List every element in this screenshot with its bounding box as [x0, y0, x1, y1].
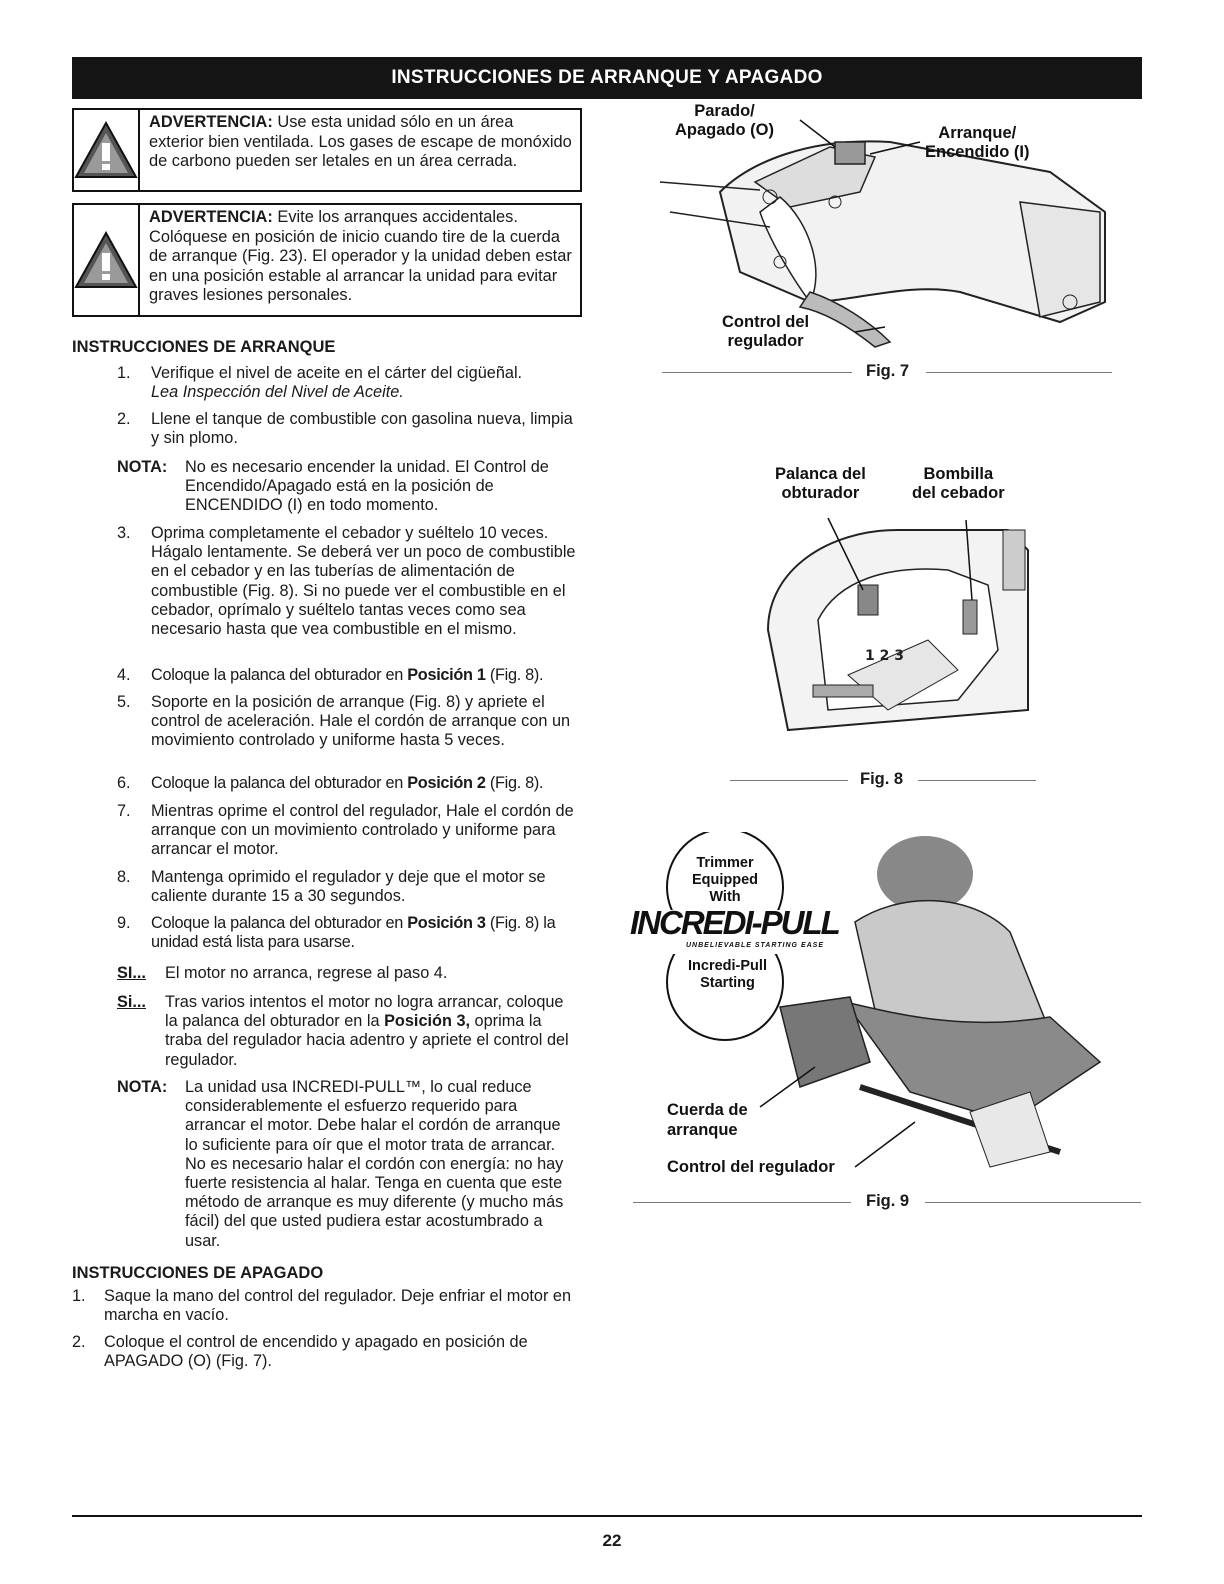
start-heading: INSTRUCCIONES DE ARRANQUE	[72, 338, 336, 356]
fig9-label-throttle: Control del regulador	[667, 1158, 835, 1176]
si-label: SI...	[117, 964, 146, 982]
step-9: Coloque la palanca del obturador en Posición 3 (Fig. 8) la unidad está lista para usarse.	[151, 914, 556, 952]
note-2: La unidad usa INCREDI-PULL™, lo cual reduce considerablemente el esfuerzo requerido para arrancar el motor. Debe halar el cordón de arranque lo suficiente para oír que el motor trata de arrancar. No es necesario halar el cordón con energía: no hay fuerte resistencia al halar. Tenga en cuenta que este método de arranque es muy diferente (y mucho más fácil) del que usted pudiera estar acostumbrado a usar.	[185, 1078, 564, 1250]
step-number: 9.	[117, 914, 131, 932]
step-3: Oprima completamente el cebador y suéltelo 10 veces. Hágalo lentamente. Se deberá ver un poco de combustible en el cebador y en las tuberías de alimentación de combustible (Fig. 8). Si no puede ver el combustible en el cebador, oprímalo y suéltelo tantas veces como sea necesario hasta que vea combustible en el mismo.	[151, 524, 576, 639]
page-number: 22	[602, 1531, 622, 1550]
fig9-caption: Fig. 9	[866, 1192, 910, 1210]
footer-rule	[72, 1515, 1142, 1517]
fig7-caption: Fig. 7	[866, 362, 910, 380]
section-header: INSTRUCCIONES DE ARRANQUE Y APAGADO	[72, 57, 1142, 99]
step-number: 3.	[117, 524, 131, 542]
fig9-badge-tagline: UNBELIEVABLE STARTING EASE	[686, 942, 825, 949]
figure-8-illustration	[728, 510, 1038, 742]
step-number: 2.	[72, 1333, 86, 1351]
step-number: 2.	[117, 410, 131, 428]
step-number: 6.	[117, 774, 131, 792]
caption-rule	[633, 1202, 851, 1203]
step-5: Soporte en la posición de arranque (Fig. 8) y apriete el control de aceleración. Hale el cordón de arranque con un movimiento controlado y uniforme hasta 5 veces.	[151, 693, 571, 750]
fig9-badge-top: Trimmer Equipped With	[691, 855, 759, 905]
caption-rule	[925, 1202, 1141, 1203]
caption-rule	[730, 780, 848, 781]
step-6: Coloque la palanca del obturador en Posición 2 (Fig. 8).	[151, 774, 544, 792]
warning-text: ADVERTENCIA: Use esta unidad sólo en un área exterior bien ventilada. Los gases de escape de monóxido de carbono pueden ser letales en un área cerrada.	[149, 113, 572, 170]
note-label: NOTA:	[117, 458, 168, 476]
stop-heading: INSTRUCCIONES DE APAGADO	[72, 1264, 324, 1282]
step-number: 1.	[117, 364, 131, 382]
step-number: 8.	[117, 868, 131, 886]
fig8-label-bulb: Bombilla del cebador	[912, 465, 1005, 502]
step-number: 4.	[117, 666, 131, 684]
note-1: No es necesario encender la unidad. El Control de Encendido/Apagado está en la posición de ENCENDIDO (I) en todo momento.	[185, 458, 549, 515]
step-number: 7.	[117, 802, 131, 820]
step-7: Mientras oprime el control del regulador, Hale el cordón de arranque con un movimiento controlado y uniforme para arrancar el motor.	[151, 802, 574, 859]
stop-step-2: Coloque el control de encendido y apagado en posición de APAGADO (O) (Fig. 7).	[104, 1333, 528, 1371]
caption-rule	[926, 372, 1112, 373]
step-1: Verifique el nivel de aceite en el cárter del cigüeñal. Lea Inspección del Nivel de Aceite.	[151, 364, 523, 402]
fig7-label-throttle: Control del regulador	[722, 313, 810, 350]
si-2-text: Tras varios intentos el motor no logra arrancar, coloque la palanca del obturador en la Posición 3, oprima la traba del regulador hacia adentro y apriete el control del regulador.	[165, 993, 569, 1069]
stop-step-1: Saque la mano del control del regulador. Deje enfriar el motor en marcha en vacío.	[104, 1287, 572, 1325]
caption-rule	[918, 780, 1036, 781]
note-label: NOTA:	[117, 1078, 168, 1096]
warning-triangle-icon	[74, 110, 140, 190]
warning-text: ADVERTENCIA: Evite los arranques accidentales. Colóquese en posición de inicio cuando tire de la cuerda de arranque (Fig. 23). El operador y la unidad deben estar en una posición estable al arrancar la unidad para evitar graves lesiones personales.	[149, 208, 572, 304]
fig7-label-on: Arranque/ Encendido (I)	[925, 124, 1030, 161]
fig7-label-off: Parado/ Apagado (O)	[675, 102, 774, 139]
fig9-badge-bottom: Incredi-Pull Starting	[688, 958, 767, 991]
fig8-positions: 1 2 3	[865, 648, 904, 664]
fig8-label-choke: Palanca del obturador	[775, 465, 866, 502]
step-number: 5.	[117, 693, 131, 711]
si-1-text: El motor no arranca, regrese al paso 4.	[165, 964, 448, 982]
warning-box-accidental-start	[72, 203, 582, 317]
si-label: Si...	[117, 993, 146, 1011]
step-2: Llene el tanque de combustible con gasolina nueva, limpia y sin plomo.	[151, 410, 573, 448]
step-4: Coloque la palanca del obturador en Posición 1 (Fig. 8).	[151, 666, 544, 684]
fig9-badge-brand: INCREDI-PULL	[630, 904, 839, 941]
warning-triangle-icon	[74, 205, 140, 315]
step-number: 1.	[72, 1287, 86, 1305]
fig8-caption: Fig. 8	[860, 770, 904, 788]
fig9-label-rope: Cuerda de arranque	[667, 1101, 748, 1139]
step-8: Mantenga oprimido el regulador y deje que el motor se caliente durante 15 a 30 segundos.	[151, 868, 546, 906]
warning-box-ventilation	[72, 108, 582, 192]
caption-rule	[662, 372, 852, 373]
